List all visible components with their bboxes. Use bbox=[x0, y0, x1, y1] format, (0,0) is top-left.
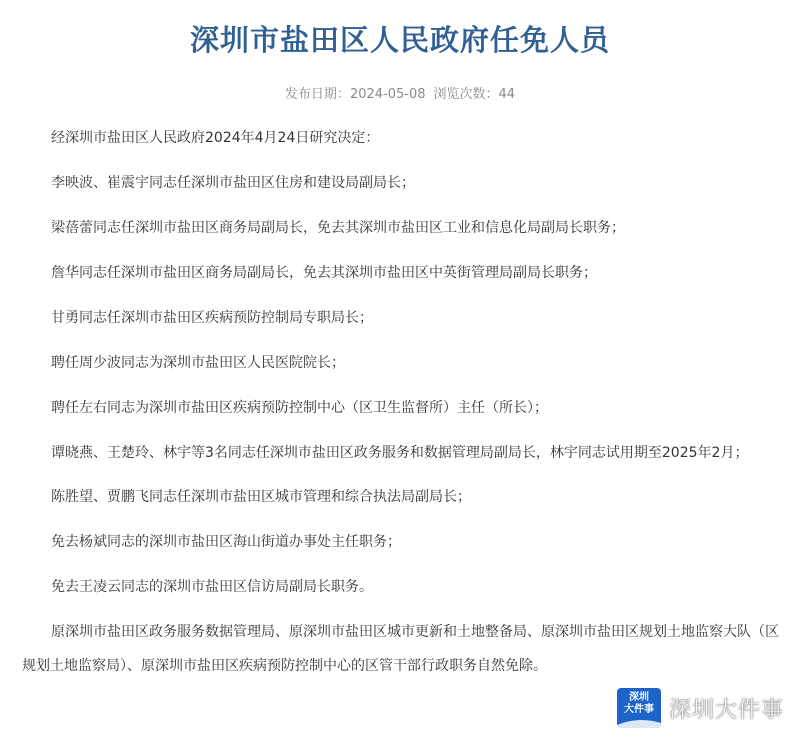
paragraph: 陈胜望、贾鹏飞同志任深圳市盐田区城市管理和综合执法局副局长； bbox=[51, 489, 471, 505]
article-title: 深圳市盐田区人民政府任免人员 bbox=[189, 23, 610, 57]
views-label: 浏览次数： bbox=[433, 87, 499, 102]
paragraph: 免去王凌云同志的深圳市盐田区信访局副局长职务。 bbox=[51, 579, 373, 595]
paragraph: 甘勇同志任深圳市盐田区疾病预防控制局专职局长； bbox=[51, 310, 373, 326]
paragraph: 詹华同志任深圳市盐田区商务局副局长，免去其深圳市盐田区中英街管理局副局长职务； bbox=[51, 265, 597, 281]
watermark bbox=[617, 688, 784, 728]
watermark-logo-line: 深圳 bbox=[628, 692, 649, 703]
paragraph-intro: 经深圳市盐田区人民政府2024年4月24日研究决定： bbox=[51, 130, 380, 146]
paragraph: 梁蓓蕾同志任深圳市盐田区商务局副局长，免去其深圳市盐田区工业和信息化局副局长职务； bbox=[51, 220, 625, 236]
watermark-logo-text bbox=[620, 692, 658, 716]
article-body bbox=[22, 128, 788, 700]
watermark-logo bbox=[617, 688, 661, 728]
paragraph: 李映波、崔震宇同志任深圳市盐田区住房和建设局副局长； bbox=[51, 175, 415, 191]
paragraph: 免去杨斌同志的深圳市盐田区海山街道办事处主任职务； bbox=[51, 534, 401, 550]
paragraph: 原深圳市盐田区政务服务数据管理局、原深圳市盐田区城市更新和土地整备局、原深圳市盐田区规划土地监察大队（区规划土地监察局）、原深圳市盐田区疾病预防控制中心的区管干部行政职务自然免除。 bbox=[22, 624, 779, 674]
paragraph: 谭晓燕、王楚玲、林宇等3名同志任深圳市盐田区政务服务和数据管理局副局长，林宇同志试用期至2025年2月； bbox=[51, 445, 749, 461]
views-count: 44 bbox=[498, 87, 516, 102]
article-meta bbox=[0, 83, 800, 102]
paragraph: 聘任周少波同志为深圳市盐田区人民医院院长； bbox=[51, 355, 345, 371]
paragraph: 聘任左右同志为深圳市盐田区疾病预防控制中心（区卫生监督所）主任（所长）； bbox=[51, 400, 548, 416]
watermark-logo-line: 大件事 bbox=[623, 704, 654, 715]
watermark-text: 深圳大件事 bbox=[668, 697, 784, 723]
publish-date: 2024-05-08 bbox=[349, 87, 426, 102]
publish-date-label: 发布日期： bbox=[284, 87, 350, 102]
swoosh-icon bbox=[617, 716, 661, 728]
